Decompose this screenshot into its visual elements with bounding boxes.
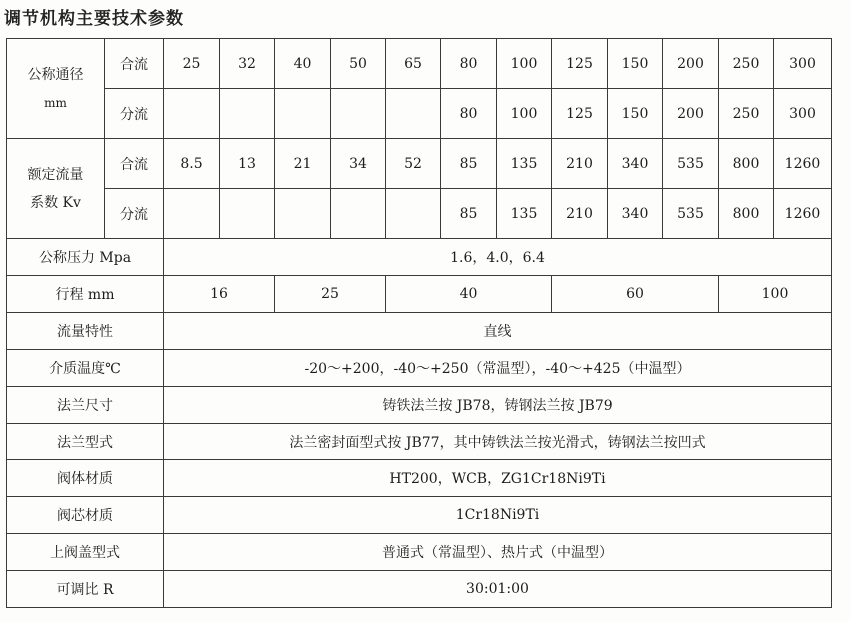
table-cell: 8.5	[164, 139, 220, 189]
row-value: 铸铁法兰按 JB78，铸钢法兰按 JB79	[164, 386, 832, 423]
stroke-value: 25	[275, 276, 386, 313]
table-row	[7, 349, 832, 386]
row-label: 法兰型式	[7, 423, 164, 460]
table-cell: 21	[275, 139, 331, 189]
row-value: 普通式（常温型）、热片式（中温型）	[164, 534, 832, 571]
table-cell: 300	[774, 39, 832, 89]
table-row	[7, 534, 832, 571]
table-title: 调节机构主要技术参数	[4, 9, 184, 29]
stroke-value: 100	[719, 276, 832, 313]
table-cell: 200	[663, 39, 719, 89]
table-cell: 250	[719, 89, 774, 139]
row-label: 法兰尺寸	[7, 386, 164, 423]
table-cell: 80	[441, 89, 497, 139]
row-value: -20～+200，-40～+250（常温型），-40～+425（中温型）	[164, 349, 832, 386]
table-row	[7, 497, 832, 534]
table-cell: 85	[441, 139, 497, 189]
table-cell: 13	[220, 139, 275, 189]
table-cell: 800	[719, 139, 774, 189]
table-cell	[331, 89, 386, 139]
table-cell: 85	[441, 189, 497, 239]
table-cell: 80	[441, 39, 497, 89]
nominal-diameter-row-fen	[7, 89, 832, 139]
table-cell: 25	[164, 39, 220, 89]
stroke-value: 40	[386, 276, 552, 313]
table-cell	[220, 189, 275, 239]
table-row	[7, 460, 832, 497]
table-row	[7, 312, 832, 349]
table-row	[7, 423, 832, 460]
row-label: 可调比 R	[7, 571, 164, 608]
table-cell: 52	[386, 139, 441, 189]
table-cell	[386, 189, 441, 239]
row-value: HT200，WCB，ZG1Cr18Ni9Ti	[164, 460, 832, 497]
table-cell: 32	[220, 39, 275, 89]
table-cell: 200	[663, 89, 719, 139]
table-cell: 150	[608, 89, 663, 139]
table-cell: 50	[331, 39, 386, 89]
nominal-diameter-label: 公称通径 mm	[7, 39, 105, 139]
row-label: 流量特性	[7, 312, 164, 349]
pressure-value: 1.6，4.0，6.4	[164, 239, 832, 276]
table-cell: 125	[552, 39, 608, 89]
rated-flow-label: 额定流量 系数 Kv	[7, 139, 105, 239]
table-row	[7, 571, 832, 608]
table-cell: 535	[663, 189, 719, 239]
he-label: 合流	[105, 139, 164, 189]
table-cell	[331, 189, 386, 239]
row-value: 直线	[164, 312, 832, 349]
table-cell: 40	[275, 39, 331, 89]
table-cell: 535	[663, 139, 719, 189]
row-value: 1Cr18Ni9Ti	[164, 497, 832, 534]
table-cell: 100	[497, 89, 552, 139]
fen-label: 分流	[105, 89, 164, 139]
table-cell: 135	[497, 139, 552, 189]
table-row	[7, 386, 832, 423]
table-cell: 1260	[774, 139, 832, 189]
table-cell: 135	[497, 189, 552, 239]
stroke-row	[7, 276, 832, 313]
table-cell	[275, 89, 331, 139]
table-cell: 210	[552, 189, 608, 239]
table-cell: 250	[719, 39, 774, 89]
row-label: 阀体材质	[7, 460, 164, 497]
table-cell: 1260	[774, 189, 832, 239]
table-cell: 300	[774, 89, 832, 139]
table-cell: 800	[719, 189, 774, 239]
table-cell	[164, 189, 220, 239]
pressure-label: 公称压力 Mpa	[7, 239, 164, 276]
table-cell	[220, 89, 275, 139]
table-cell: 125	[552, 89, 608, 139]
stroke-value: 16	[164, 276, 275, 313]
he-label: 合流	[105, 39, 164, 89]
row-value: 法兰密封面型式按 JB77，其中铸铁法兰按光滑式，铸钢法兰按凹式	[164, 423, 832, 460]
rated-flow-row-he	[7, 139, 832, 189]
table-cell: 65	[386, 39, 441, 89]
row-label: 阀芯材质	[7, 497, 164, 534]
row-label: 介质温度℃	[7, 349, 164, 386]
table-cell	[386, 89, 441, 139]
spec-table	[6, 38, 832, 608]
table-cell: 210	[552, 139, 608, 189]
table-cell: 340	[608, 189, 663, 239]
table-cell: 340	[608, 139, 663, 189]
table-cell	[164, 89, 220, 139]
row-value: 30:01:00	[164, 571, 832, 608]
table-cell: 100	[497, 39, 552, 89]
rated-flow-row-fen	[7, 189, 832, 239]
row-label: 上阀盖型式	[7, 534, 164, 571]
fen-label: 分流	[105, 189, 164, 239]
table-cell	[275, 189, 331, 239]
stroke-value: 60	[552, 276, 719, 313]
stroke-label: 行程 mm	[7, 276, 164, 313]
pressure-row	[7, 239, 832, 276]
nominal-diameter-row-he	[7, 39, 832, 89]
table-cell: 34	[331, 139, 386, 189]
table-cell: 150	[608, 39, 663, 89]
